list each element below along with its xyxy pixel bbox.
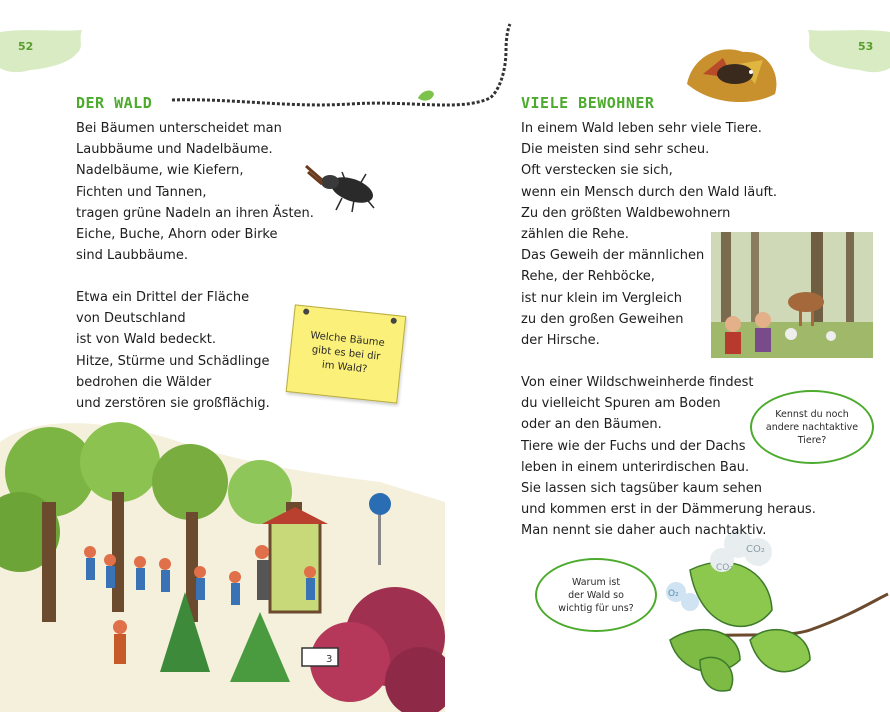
text-line: Etwa ein Drittel der Fläche bbox=[76, 290, 250, 305]
left-paragraph-1 bbox=[76, 118, 314, 266]
page-number-brush-left bbox=[0, 28, 85, 78]
text-line: Man nennt sie daher auch nachtaktiv. bbox=[521, 523, 767, 539]
forest-scene-illustration bbox=[0, 412, 445, 712]
leaf-pile-illustration bbox=[683, 44, 783, 106]
heading-der-wald: DER WALD bbox=[76, 94, 153, 112]
ant-trail-illustration bbox=[170, 20, 515, 115]
bubble-text-line: Tiere? bbox=[797, 434, 827, 446]
text-line: Von einer Wildschweinherde findest bbox=[521, 375, 754, 390]
text-line: bedrohen die Wälder bbox=[76, 374, 212, 390]
text-line: Hitze, Stürme und Schädlinge bbox=[76, 353, 270, 369]
text-line: Fichten und Tannen, bbox=[76, 184, 207, 200]
text-line: Das Geweih der männlichen bbox=[521, 248, 705, 264]
note-text-line: im Wald? bbox=[321, 359, 368, 376]
text-line: In einem Wald leben sehr viele Tiere. bbox=[521, 121, 762, 136]
text-line: leben in einem unterirdischen Bau. bbox=[521, 459, 750, 475]
text-line: Zu den größten Waldbewohnern bbox=[521, 205, 731, 221]
left-paragraph-2 bbox=[76, 287, 270, 414]
text-line: ist von Wald bedeckt. bbox=[76, 332, 217, 348]
text-line: tragen grüne Nadeln an ihren Ästen. bbox=[76, 205, 314, 221]
text-line: von Deutschland bbox=[76, 311, 186, 327]
stag-beetle-illustration bbox=[302, 158, 382, 213]
note-text-line: gibt es bei dir bbox=[311, 344, 381, 363]
page-number-left: 52 bbox=[18, 40, 34, 53]
co2-label: CO₂ bbox=[746, 544, 765, 555]
question-note-trees bbox=[286, 304, 407, 403]
text-line: sind Laubbäume. bbox=[76, 248, 188, 264]
heading-viele-bewohner: VIELE BEWOHNER bbox=[521, 94, 655, 112]
bubble-text-line: Kennst du noch bbox=[775, 408, 849, 420]
text-line: Nadelbäume, wie Kiefern, bbox=[76, 163, 244, 179]
note-text-line: Welche Bäume bbox=[309, 330, 386, 349]
text-line: ist nur klein im Vergleich bbox=[521, 290, 682, 306]
text-line: Oft verstecken sie sich, bbox=[521, 163, 673, 179]
pin-icon bbox=[303, 308, 310, 315]
text-line: wenn ein Mensch durch den Wald läuft. bbox=[521, 184, 778, 200]
text-line: Bei Bäumen unterscheidet man bbox=[76, 121, 282, 136]
question-bubble-forest-importance bbox=[535, 558, 657, 632]
page-number-brush-right bbox=[805, 28, 890, 78]
trail-sign-number: 3 bbox=[326, 654, 333, 665]
text-line: oder an den Bäumen. bbox=[521, 417, 662, 433]
text-line: du vielleicht Spuren am Boden bbox=[521, 396, 721, 412]
o2-label: O₂ bbox=[668, 589, 679, 599]
co2-label-2: CO₂ bbox=[716, 563, 733, 573]
bubble-text-line: der Wald so bbox=[568, 589, 624, 601]
text-line: zu den großen Geweihen bbox=[521, 311, 684, 327]
leaves-co2-illustration bbox=[660, 530, 890, 700]
text-line: Tiere wie der Fuchs und der Dachs bbox=[521, 438, 746, 454]
text-line: Laubbäume und Nadelbäume. bbox=[76, 142, 273, 158]
text-line: Rehe, der Rehböcke, bbox=[521, 269, 655, 285]
bubble-text-line: andere nachtaktive bbox=[765, 421, 859, 433]
question-bubble-nocturnal bbox=[750, 390, 874, 464]
bubble-text-line: Warum ist bbox=[571, 576, 621, 588]
text-line: der Hirsche. bbox=[521, 333, 600, 349]
pin-icon bbox=[390, 318, 397, 325]
text-line: und zerstören sie großflächig. bbox=[76, 396, 270, 412]
text-line: und kommen erst in der Dämmerung heraus. bbox=[521, 502, 816, 518]
text-line: Sie lassen sich tagsüber kaum sehen bbox=[521, 481, 762, 497]
text-line: Die meisten sind sehr scheu. bbox=[521, 142, 710, 158]
bubble-text-line: wichtig für uns? bbox=[558, 602, 634, 614]
right-paragraph-1 bbox=[521, 118, 777, 351]
text-line: zählen die Rehe. bbox=[521, 227, 629, 243]
page-number-right: 53 bbox=[858, 40, 874, 53]
text-line: Eiche, Buche, Ahorn oder Birke bbox=[76, 227, 278, 243]
